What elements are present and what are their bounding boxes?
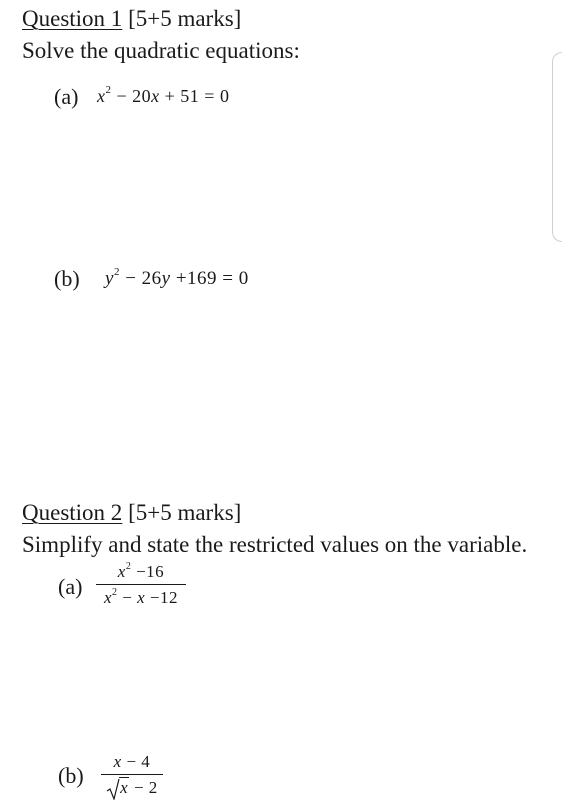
question-2-part-a-label: (a) [58,574,83,599]
fraction-denominator: x − 2 [101,778,163,798]
question-1-part-a-label: (a) [54,84,79,109]
question-1-part-b-equation: $y^2 - 26y +169 = 0$ [105,266,249,289]
question-1-part-b-label: (b) [54,266,80,291]
question-2-part-b-fraction [101,752,163,798]
square-root: x [106,778,129,798]
question-1-part-a-equation: $x^2 - 20x + 51 = 0$ [97,84,230,106]
fraction-numerator: x − 4 [113,752,151,771]
question-2-part-b-label: (b) [58,763,84,788]
fraction-bar [96,584,186,585]
question-1-label: Question 1 [22,6,123,31]
question-2-title [22,500,241,526]
fraction-bar [101,774,163,775]
question-2-instruction: Simplify and state the restricted values on the variable. [22,532,528,557]
fraction-denominator: $x^2 - x -12$ [103,587,179,607]
page-edge-scroll-handle[interactable] [552,52,562,242]
question-1-instruction: Solve the quadratic equations: [22,38,300,63]
question-2-label: Question 2 [22,500,123,525]
question-2-part-a-fraction [96,562,186,608]
radical-sign-icon [106,778,120,800]
question-1-title [22,6,241,32]
question-2-marks: [5+5 marks] [128,500,242,525]
fraction-numerator: $x^2 -16$ [117,561,165,581]
question-1-marks: [5+5 marks] [128,6,242,31]
